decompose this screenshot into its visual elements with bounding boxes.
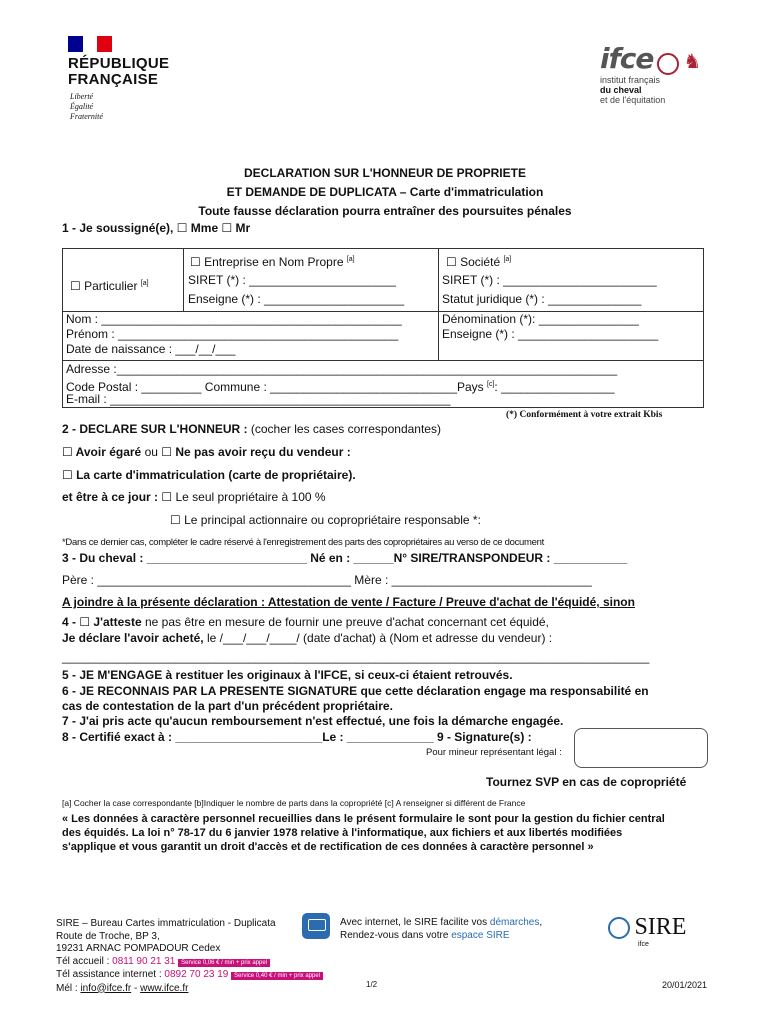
espace-sire-link[interactable]: espace SIRE <box>451 930 510 941</box>
footnote-abc: [a] Cocher la case correspondante [b]Indiquer le nombre de parts dans la copropriété [c] A renseigner si différent de France <box>62 798 526 808</box>
ifce-subtitle <box>600 75 701 105</box>
footer-address <box>56 918 323 995</box>
section5: 5 - JE M'ENGAGE à restituer les originaux à l'IFCE, si ceux-ci étaient retrouvés. <box>62 668 513 682</box>
societe-checkbox[interactable]: ☐ Société [a] <box>446 255 512 269</box>
kbis-note: (*) Conformément à votre extrait Kbis <box>506 410 663 420</box>
legal-line3: s'applique et vous garantit un droit d'accès et de rectification de ces données à caractère personnel » <box>62 841 594 853</box>
copropriete-note: *Dans ce dernier cas, compléter le cadre réservé à l'enregistrement des parts des copropriétaires au verso de ce document <box>62 537 544 548</box>
section1-heading: 1 - Je soussigné(e), ☐ Mme ☐ Mr <box>62 221 251 235</box>
sire-emblem-icon <box>608 917 630 939</box>
sire-logo <box>608 914 686 948</box>
atteste-row[interactable]: 4 - ☐ J'atteste ne pas être en mesure de fournir une preuve d'achat concernant cet équidé, <box>62 615 549 629</box>
horse-icon: ♞ <box>683 51 702 73</box>
footer-addr3: 19231 ARNAC POMPADOUR Cedex <box>56 943 221 954</box>
rf-line2: FRANÇAISE <box>68 71 159 88</box>
motto-fraternite: Fraternité <box>70 112 103 121</box>
seal-icon <box>657 53 679 75</box>
enseigne-right-field[interactable]: Enseigne (*) : _____________________ <box>442 327 659 341</box>
computer-icon <box>302 913 330 939</box>
footer-mel: Mél : info@ifce.fr - www.ifce.fr <box>56 982 189 994</box>
web-link[interactable]: www.ifce.fr <box>140 982 189 994</box>
motto-egalite: Égalité <box>70 102 94 111</box>
section8-row[interactable]: 8 - Certifié exact à : ______________________Le : _____________ 9 - Signature(s) : <box>62 730 532 744</box>
entreprise-checkbox[interactable]: ☐ Entreprise en Nom Propre [a] <box>190 255 355 269</box>
denomination-field[interactable]: Dénomination (*): _______________ <box>442 312 639 326</box>
footer-addr1: SIRE – Bureau Cartes immatriculation - Duplicata <box>56 918 276 929</box>
section7: 7 - J'ai pris acte qu'aucun remboursement n'est effectué, une fois la démarche engagée. <box>62 714 564 728</box>
ifce-sub3: et de l'équitation <box>600 95 666 105</box>
adresse-field[interactable]: Adresse :___________________________________________________________________________ <box>66 362 618 376</box>
motto-liberte: Liberté <box>70 92 94 101</box>
section2-heading: 2 - DECLARE SUR L'HONNEUR : (cocher les cases correspondantes) <box>62 422 441 436</box>
page-number: 1/2 <box>366 980 378 989</box>
section6-line1: 6 - JE RECONNAIS PAR LA PRESENTE SIGNATURE que cette déclaration engage ma responsabilité en <box>62 684 649 698</box>
enseigne-left-field[interactable]: Enseigne (*) : _____________________ <box>188 292 405 306</box>
particulier-checkbox[interactable]: ☐ Particulier [a] <box>70 279 149 293</box>
ifce-logo <box>600 42 701 105</box>
sire-sub: ifce <box>638 941 649 948</box>
ifce-sub2: du cheval <box>600 85 642 95</box>
naissance-field[interactable]: Date de naissance : ___/__/___ <box>66 342 236 356</box>
footer-addr2: Route de Troche, BP 3, <box>56 930 160 942</box>
title-line3: Toute fausse déclaration pourra entraîner des poursuites pénales <box>198 204 572 218</box>
achat-row[interactable]: Je déclare l'avoir acheté, le /___/___/____/ (date d'achat) à (Nom et adresse du vendeur) : <box>62 631 553 645</box>
footer-tel2: Tél assistance internet : 0892 70 23 19 Service 0,40 € / min + prix appel <box>56 969 323 983</box>
egare-row[interactable]: ☐ Avoir égaré ou ☐ Ne pas avoir reçu du vendeur : <box>62 445 351 459</box>
ifce-wordmark: ifce <box>600 42 654 75</box>
footer-tel1: Tél accueil : 0811 90 21 31 Service 0,06 € / min + prix appel <box>56 956 323 970</box>
tournez-line: Tournez SVP en cas de copropriété <box>486 775 687 789</box>
siret-right-field[interactable]: SIRET (*) : _______________________ <box>442 273 657 287</box>
sire-wordmark: SIRE <box>634 914 687 940</box>
rf-line1: RÉPUBLIQUE <box>68 55 170 72</box>
republique-francaise-flag <box>68 36 112 52</box>
legal-line2: des équidés. La loi n° 78-17 du 6 janvier 1978 relative à l'informatique, aux fichiers et aux libertés modifiées <box>62 827 623 839</box>
etre-row[interactable]: et être à ce jour : ☐ Le seul propriétaire à 100 % <box>62 490 326 504</box>
title-line1: DECLARATION SUR L'HONNEUR DE PROPRIETE <box>244 166 526 180</box>
mineur-label: Pour mineur représentant légal : <box>426 747 562 758</box>
principal-checkbox[interactable]: ☐ Le principal actionnaire ou copropriétaire responsable *: <box>170 513 481 527</box>
republique-francaise-logo <box>68 56 169 88</box>
nom-field[interactable]: Nom : _____________________________________________ <box>66 312 402 326</box>
carte-checkbox[interactable]: ☐ La carte d'immatriculation (carte de propriétaire). <box>62 468 356 482</box>
ifce-sub1: institut français <box>600 75 661 85</box>
siret-left-field[interactable]: SIRET (*) : ______________________ <box>188 273 396 287</box>
email-link[interactable]: info@ifce.fr <box>80 982 132 994</box>
email-field[interactable]: E-mail : ___________________________________________________ <box>66 392 451 406</box>
internet-notice: Avec internet, le SIRE facilite vos démarches, Rendez-vous dans votre espace SIRE <box>340 917 543 941</box>
republic-motto <box>70 92 103 122</box>
document-date: 20/01/2021 <box>662 980 708 990</box>
vendeur-line[interactable]: ________________________________________________________________________________________ <box>62 650 650 664</box>
signature-box[interactable] <box>574 728 708 768</box>
section6-line2: cas de contestation de la part d'un précédent propriétaire. <box>62 699 393 713</box>
joindre-line: A joindre à la présente déclaration : Attestation de vente / Facture / Preuve d'achat de l'équidé, sinon <box>62 595 635 609</box>
cheval-row[interactable]: 3 - Du cheval : ________________________ Né en : ______N° SIRE/TRANSPONDEUR : ___________ <box>62 551 628 565</box>
legal-notice <box>62 812 665 854</box>
prenom-field[interactable]: Prénom : __________________________________________ <box>66 327 399 341</box>
title-line2: ET DEMANDE DE DUPLICATA – Carte d'immatriculation <box>226 185 544 199</box>
cp-commune-field[interactable]: Code Postal : _________ Commune : ____________________________Pays [c]: _________________ <box>66 380 615 394</box>
pere-mere-row[interactable]: Père : ______________________________________ Mère : ______________________________ <box>62 573 592 587</box>
demarches-link[interactable]: démarches <box>489 917 540 928</box>
statut-field[interactable]: Statut juridique (*) : ______________ <box>442 292 642 306</box>
legal-line1: « Les données à caractère personnel recueillies dans le présent formulaire le sont pour la gestion du fichier central <box>62 813 665 825</box>
